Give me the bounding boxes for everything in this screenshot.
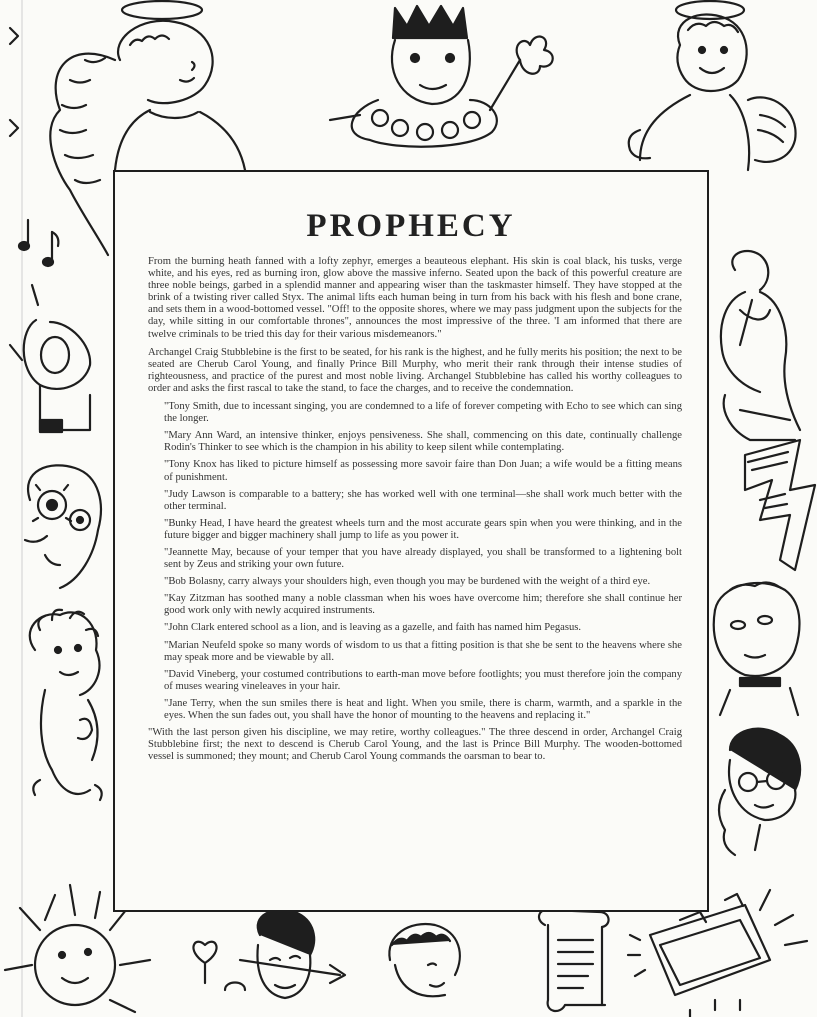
verdict-paragraph: "John Clark entered school as a lion, and is leaving as a gazelle, and faith has named him Pegasus. — [164, 622, 582, 634]
verdict-paragraph: "David Vineberg, your costumed contributions to earth-man move before footlights; you must therefore join the company of muses wearing vineleaves in your hair. — [164, 668, 682, 692]
binding-edge — [10, 0, 22, 1017]
laurel-head-drawing — [389, 924, 459, 996]
verdict-paragraph: "Bob Bolasny, carry always your shoulders high, even though you may be burdened with the weight of a third eye. — [164, 576, 651, 588]
music-notes-drawing — [19, 220, 58, 305]
verdict-paragraph: "Mary Ann Ward, an intensive thinker, enjoys pensiveness. She shall, commencing on this date, continually challenge Rodin's Thinker to see which is the champion in his ability to keep silent while contemplating. — [164, 430, 682, 454]
thinker-statue-drawing — [721, 251, 800, 440]
atlas-label: ATLAS — [669, 954, 718, 985]
lion-drawing — [30, 610, 102, 800]
verdict-paragraph: "Jeannette May, because of your temper that you have already displayed, you shall be transformed to a lightening bolt sent by Zeus and striking your own future. — [164, 546, 682, 571]
queen-with-crown-drawing — [330, 6, 553, 147]
gears-head-drawing — [25, 465, 101, 588]
verdict-paragraph: "Bunky Head, I have heard the greatest wheels turn and the most accurate gears spin when you were thinking, and in the future bigger and bigger machinery shall jump to life as you power it. — [164, 517, 682, 541]
verdict-paragraph: "Tony Knox has liked to picture himself as possessing more savoir faire than Don Juan; a wife would be a fitting means of punishment. — [164, 459, 682, 483]
second-paragraph: Archangel Craig Stubblebine is the first to be seated, for his rank is the highest, and he fully merits his position; the next to be seated are Cherub Carol Young, and finally Prince Bill Murphy, who merit their rank through their intense studies of righteousness, and practice of the purest and most noble living. Archangel Stubblebine has called his worthy colleagues to order and asks the first rascal to take the stand, to face the charges, and to receive the condemnation. — [148, 346, 682, 394]
scroll-drawing — [539, 910, 609, 1011]
lightning-bolt-drawing — [745, 440, 815, 570]
intro-paragraph: From the burning heath fanned with a lofty zephyr, emerges a beauteous elephant. His skin is coal black, his tusks, verge white, and his eyes, red as burning iron, glow above the massive inferno. Seated upon the back of this powerful creature are three noble beings, garbed in a splendid manner and appearing wiser than the taskmaster himself. They have stopped at the brink of a twisting river called Styx. The animal lifts each human being in turn from his back with his flesh and bone crane, and sets them in a wood-bottomed vessel. "Off! to the opposite shores, where we may pass judgment upon the subjects for the day, while sitting in our comfortable thrones", announces the most impressive of the three. 'I am informed that there are twelve criminals to be tried this day for their various misdemeanors." — [148, 256, 683, 340]
closing-paragraph: "With the last person given his discipline, we may retire, worthy colleagues." The three descend in order, Archangel Craig Stubblebine first; the next to descend is Cherub Carol Young, and the last is Prince Bill Murphy. The wooden-bottomed vessel is summoned; they mount; and Cherub Carol Young commands the oarsman to bear to. — [148, 727, 682, 763]
woman-portrait-drawing — [714, 582, 800, 715]
man-with-heart-arrow-drawing — [193, 910, 345, 998]
prophecy-body — [148, 256, 682, 768]
page-title: PROPHECY — [306, 208, 516, 244]
verdict-paragraph: "Jane Terry, when the sun smiles there is heat and light. When you smile, there is charm, warmth, and a sparkle in the eyes. When the sun fades out, you shall have the honor of mounting to the heavens and replacing it." — [164, 697, 682, 721]
woman-with-glasses-drawing — [719, 729, 800, 855]
cherub-drawing — [629, 1, 796, 170]
verdict-paragraph: "Judy Lawson is comparable to a battery; she has worked well with one terminal—she shall work much better with the other terminal. — [164, 488, 682, 512]
verdict-paragraph: "Kay Zitzman has soothed many a noble classman when his woes have overcome him; therefore she shall continue her good work only with newly acquired instruments. — [164, 593, 682, 617]
verdict-paragraph: "Tony Smith, due to incessant singing, you are condemned to a life of forever competing with Echo to see which can sing the longer. — [164, 401, 682, 425]
prophecy-text-frame — [113, 170, 709, 912]
verdict-paragraph: "Marian Neufeld spoke so many words of wisdom to us that a fitting position is that she be sent to the heavens where she may speak more and be viewable by all. — [164, 639, 682, 663]
